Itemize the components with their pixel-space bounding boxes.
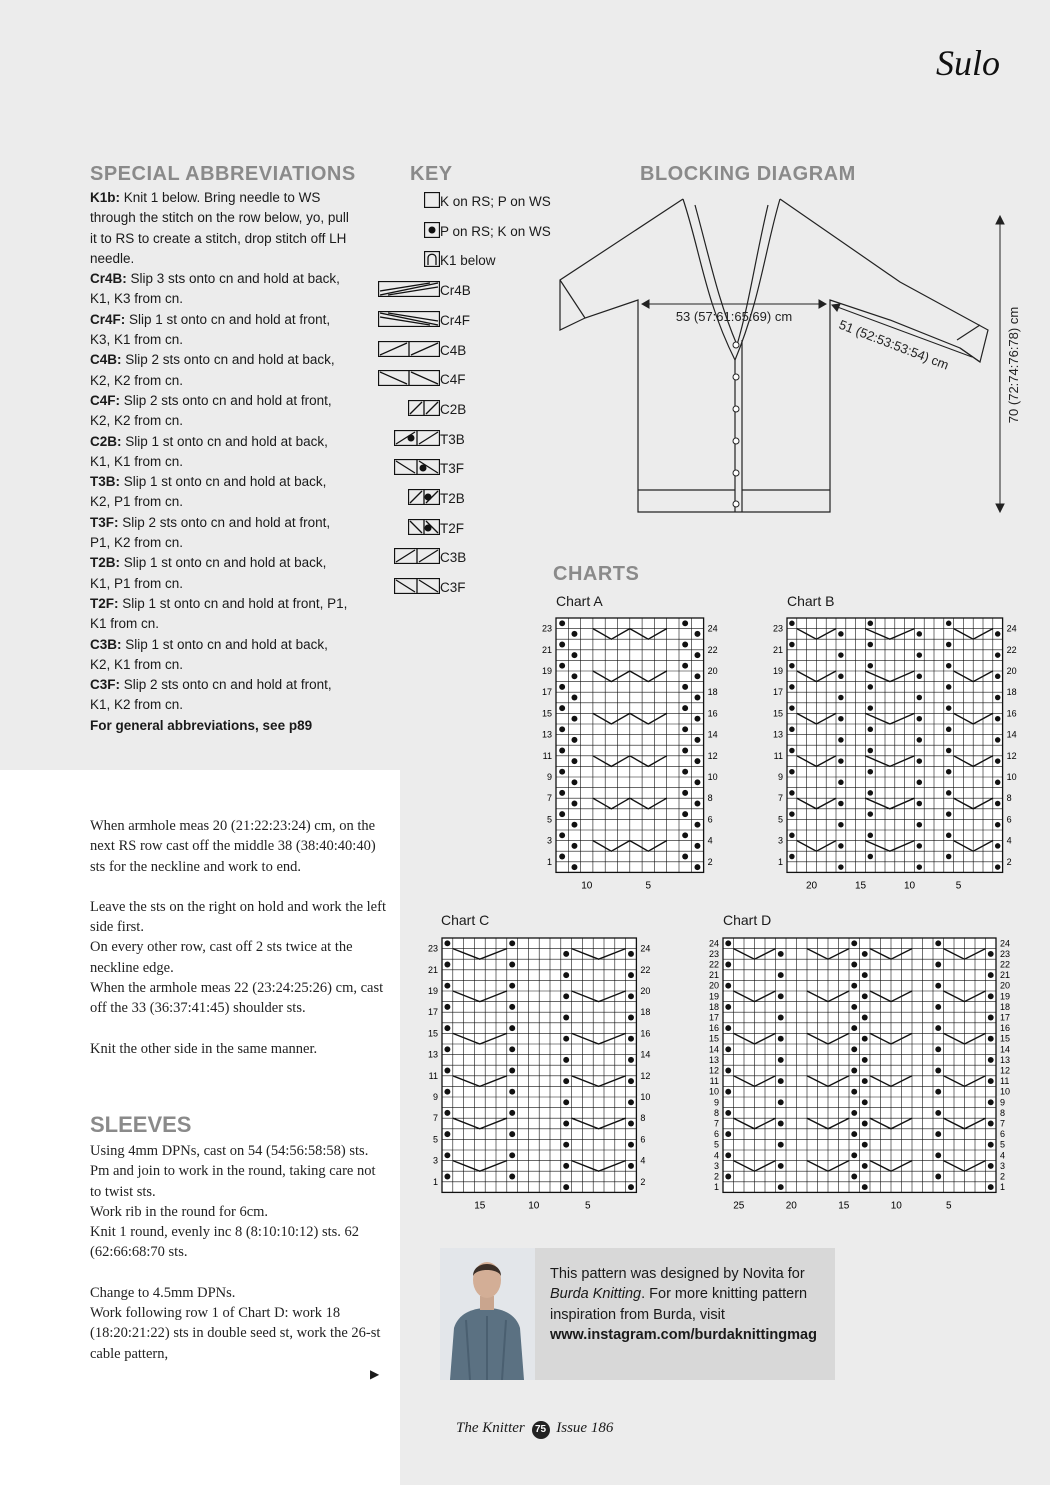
key-item [360, 398, 580, 422]
row-number-label: 2 [707, 856, 713, 867]
row-number-label: 13 [541, 729, 552, 740]
key-item [360, 576, 580, 600]
abbreviation-term: C4B: [90, 352, 122, 368]
row-number-label: 22 [707, 644, 718, 655]
stitch-number-label: 15 [838, 1200, 850, 1212]
row-number-label: 7 [546, 793, 552, 804]
row-number-label: 24 [640, 943, 651, 954]
row-number-label: 17 [427, 1007, 438, 1018]
footer-magazine: The Knitter [456, 1420, 525, 1436]
row-number-label: 10 [640, 1092, 651, 1102]
key-item [360, 546, 580, 570]
row-number-label: 14 [707, 729, 718, 740]
row-number-label: 6 [707, 814, 713, 825]
abbreviation-item: Cr4B: Slip 3 sts onto cn and hold at back, K1, K3 from cn. [90, 271, 340, 307]
row-number-label: 22 [1006, 644, 1017, 655]
sleeves-heading: SLEEVES [90, 1112, 192, 1137]
body-paragraph-3: Knit the other side in the same manner. [90, 1040, 318, 1057]
key-label: T3F [440, 461, 465, 477]
model-photo [440, 1248, 535, 1380]
row-number-label: 2 [713, 1171, 719, 1182]
row-number-label: 20 [640, 986, 651, 996]
c2b-icon [408, 400, 440, 421]
body-paragraph-2a: Leave the sts on the right on hold and work the left side first. [90, 898, 386, 936]
abbreviation-term: K1b: [90, 190, 120, 205]
row-number-label: 13 [708, 1054, 719, 1065]
c3f-icon [394, 578, 440, 599]
stitch-number-label: 5 [585, 1200, 591, 1212]
sleeves-line-2: Pm and join to work in the round, taking care not to twist sts. [90, 1163, 376, 1200]
sleeves-text [90, 1141, 390, 1364]
sleeves-line-5: Change to 4.5mm DPNs. [90, 1284, 236, 1301]
row-number-label: 1 [1000, 1182, 1006, 1193]
row-number-label: 16 [708, 1023, 719, 1034]
row-number-label: 15 [541, 708, 552, 719]
abbreviation-term: C2B: [90, 433, 122, 449]
row-number-label: 13 [427, 1049, 438, 1060]
key-item [360, 517, 580, 541]
row-number-label: 18 [707, 687, 718, 698]
row-number-label: 20 [1006, 666, 1017, 676]
credit-line-1: This pattern was designed by Novita for [550, 1266, 805, 1282]
stitch-number-label: 15 [854, 880, 867, 892]
k1-below-icon [424, 251, 440, 272]
abbreviation-item: C3B: Slip 1 st onto cn and hold at back, K2, K1 from cn. [90, 636, 328, 672]
page-number: 75 [532, 1421, 550, 1439]
row-number-label: 23 [427, 943, 438, 954]
row-number-label: 8 [1000, 1107, 1006, 1118]
row-number-label: 9 [713, 1097, 719, 1108]
row-number-label: 18 [708, 1001, 719, 1012]
body-paragraph-1: When armhole meas 20 (21:22:23:24) cm, on the next RS row cast off the middle 38 (38:40:40:40) sts for the neckline and work to end. [90, 818, 376, 875]
row-number-label: 3 [777, 835, 783, 846]
row-number-label: 6 [640, 1134, 646, 1145]
stitch-number-label: 5 [945, 1200, 952, 1212]
key-label: C4F [440, 372, 466, 388]
chart-c [420, 930, 660, 1215]
c3b-icon [394, 548, 440, 569]
row-number-label: 5 [1000, 1139, 1006, 1150]
row-number-label: 12 [640, 1070, 651, 1081]
row-number-label: 19 [427, 986, 438, 996]
row-number-label: 15 [1000, 1033, 1011, 1044]
row-number-label: 8 [1006, 793, 1012, 804]
row-number-label: 15 [772, 708, 783, 719]
row-number-label: 4 [707, 835, 713, 846]
abbreviation-item: C3F: Slip 2 sts onto cn and hold at front, K1, K2 from cn. [90, 677, 332, 713]
key-label: T2B [440, 491, 465, 506]
sleeves-line-4: Knit 1 round, evenly inc 8 (8:10:10:12) sts. 62 (62:66:68:70 sts. [90, 1224, 360, 1261]
key-label: Cr4F [440, 312, 470, 328]
abbreviation-item: T2F: Slip 1 st onto cn and hold at front, P1, K1 from cn. [90, 595, 348, 632]
row-number-label: 3 [713, 1160, 719, 1171]
key-item [360, 220, 580, 244]
row-number-label: 24 [1000, 938, 1011, 949]
row-number-label: 11 [709, 1076, 719, 1087]
row-number-label: 8 [713, 1107, 719, 1118]
charts-heading: CHARTS [553, 563, 640, 585]
row-number-label: 24 [708, 938, 719, 949]
row-number-label: 18 [1000, 1001, 1011, 1012]
row-number-label: 11 [428, 1070, 438, 1081]
row-number-label: 22 [640, 964, 651, 975]
row-number-label: 9 [777, 772, 783, 782]
row-number-label: 12 [708, 1065, 719, 1076]
body-text [90, 816, 390, 1079]
row-number-label: 6 [1000, 1129, 1006, 1140]
key-label: C3B [440, 550, 467, 566]
row-number-label: 9 [432, 1092, 438, 1102]
body-paragraph-2b: On every other row, cast off 2 sts twice at the neckline edge. [90, 939, 353, 976]
key-label: T2F [440, 520, 465, 536]
row-number-label: 16 [1000, 1023, 1011, 1034]
chart-b-label: Chart B [787, 593, 835, 609]
row-number-label: 21 [708, 970, 719, 981]
t2f-icon [408, 519, 440, 540]
row-number-label: 17 [708, 1012, 719, 1023]
stitch-number-label: 10 [528, 1200, 540, 1212]
row-number-label: 2 [1006, 856, 1012, 867]
stitch-number-label: 20 [785, 1200, 797, 1212]
row-number-label: 5 [777, 814, 783, 825]
row-number-label: 20 [1000, 980, 1011, 991]
row-number-label: 4 [640, 1155, 646, 1166]
row-number-label: 14 [640, 1049, 651, 1060]
row-number-label: 23 [708, 948, 719, 959]
row-number-label: 17 [772, 687, 783, 698]
body-paragraph-2c: When the armhole meas 22 (23:24:25:26) cm, cast off the 33 (36:37:41:45) shoulder sts. [90, 980, 384, 1017]
row-number-label: 1 [713, 1182, 719, 1193]
row-number-label: 4 [1000, 1150, 1006, 1161]
row-number-label: 21 [1000, 970, 1011, 981]
row-number-label: 8 [707, 793, 713, 804]
key-item [360, 487, 580, 511]
row-number-label: 7 [1000, 1118, 1006, 1129]
abbreviation-term: T2F: [90, 595, 119, 611]
row-number-label: 14 [1006, 729, 1017, 740]
row-number-label: 21 [427, 964, 438, 975]
row-number-label: 3 [546, 835, 552, 846]
abbreviation-term: T3B: [90, 474, 120, 490]
key-item [360, 309, 580, 333]
chart-c-label: Chart C [441, 912, 490, 928]
key-label: Cr4B [440, 283, 471, 299]
footer-issue: Issue 186 [556, 1420, 614, 1436]
row-number-label: 17 [541, 687, 552, 698]
key-item [360, 428, 580, 452]
abbreviation-term: C4F: [90, 392, 120, 408]
row-number-label: 6 [1006, 814, 1012, 825]
row-number-label: 19 [1000, 991, 1011, 1002]
stitch-number-label: 10 [903, 880, 916, 892]
row-number-label: 9 [1000, 1097, 1006, 1108]
row-number-label: 5 [546, 814, 552, 825]
abbreviation-item: T2B: Slip 1 st onto cn and hold at back, K1, P1 from cn. [90, 555, 327, 591]
chart-d-label: Chart D [723, 912, 772, 928]
t3f-icon [394, 459, 440, 480]
stitch-number-label: 25 [733, 1200, 745, 1212]
row-number-label: 21 [541, 644, 552, 655]
row-number-label: 7 [713, 1118, 719, 1129]
row-number-label: 24 [707, 623, 718, 634]
row-number-label: 7 [432, 1113, 438, 1124]
stitch-number-label: 10 [890, 1200, 902, 1212]
row-number-label: 5 [432, 1134, 438, 1145]
key-item [360, 249, 580, 273]
row-number-label: 15 [427, 1028, 438, 1039]
row-number-label: 21 [772, 644, 783, 655]
abbreviations-list [90, 188, 350, 736]
key-item [360, 457, 580, 481]
row-number-label: 5 [713, 1139, 719, 1150]
row-number-label: 4 [713, 1150, 719, 1161]
blocking-diagram [555, 190, 1035, 530]
instagram-link[interactable]: www.instagram.com/burdaknittingmag [550, 1326, 817, 1343]
page-title: Sulo [935, 43, 1000, 83]
row-number-label: 20 [708, 980, 719, 991]
stitch-number-label: 15 [474, 1200, 486, 1212]
stitch-number-label: 5 [955, 880, 962, 892]
row-number-label: 10 [1000, 1086, 1011, 1097]
continue-arrow-icon: ▶ [370, 1367, 380, 1381]
row-number-label: 22 [708, 959, 719, 970]
dot-square-icon [424, 222, 440, 243]
abbreviation-item: C2B: Slip 1 st onto cn and hold at back, K1, K1 from cn. [90, 433, 328, 469]
t2b-icon [408, 489, 440, 510]
row-number-label: 18 [1006, 687, 1017, 698]
row-number-label: 23 [1000, 948, 1011, 959]
row-number-label: 19 [708, 991, 719, 1002]
chart-b [765, 610, 1025, 895]
key-item [360, 368, 580, 392]
row-number-label: 19 [541, 666, 552, 676]
cr4f-icon [378, 311, 440, 332]
key-item [360, 339, 580, 363]
row-number-label: 7 [777, 793, 783, 804]
empty-square-icon [424, 192, 440, 213]
row-number-label: 11 [542, 750, 552, 761]
abbreviation-item: Cr4F: Slip 1 st onto cn and hold at front, K3, K1 from cn. [90, 311, 331, 348]
row-number-label: 8 [640, 1113, 646, 1124]
row-number-label: 12 [707, 750, 718, 761]
abbreviation-term: T2B: [90, 555, 120, 571]
key-item [360, 279, 580, 303]
key-label: K1 below [440, 253, 496, 269]
abbreviations-footer: For general abbreviations, see p89 [90, 717, 313, 733]
abbreviation-term: C3F: [90, 677, 120, 693]
row-number-label: 18 [640, 1007, 651, 1018]
row-number-label: 22 [1000, 959, 1011, 970]
width-measure: 53 (57:61:65:69) cm [675, 309, 793, 324]
stitch-number-label: 20 [805, 880, 818, 892]
chart-a [530, 610, 730, 895]
credit-magazine: Burda Knitting [550, 1286, 642, 1303]
t3b-icon [394, 430, 440, 451]
row-number-label: 14 [708, 1044, 719, 1055]
row-number-label: 1 [432, 1176, 438, 1187]
row-number-label: 16 [707, 708, 718, 719]
row-number-label: 3 [1000, 1160, 1006, 1171]
row-number-label: 2 [640, 1176, 646, 1187]
key-label: C2B [440, 401, 467, 417]
row-number-label: 6 [713, 1129, 719, 1140]
credit-line-2: . For more knitting pattern inspiration from Burda, visit [550, 1286, 808, 1323]
chart-d [695, 930, 1035, 1215]
row-number-label: 20 [707, 666, 718, 676]
key-heading: KEY [410, 163, 453, 185]
abbreviation-term: Cr4B: [90, 271, 127, 287]
abbreviation-item: K1b: Knit 1 below. Bring needle to WS through the stitch on the row below, yo, pull it to RS to create a stitch, drop stitch off LH needle. [90, 190, 349, 266]
row-number-label: 15 [708, 1033, 719, 1044]
row-number-label: 13 [1000, 1054, 1011, 1065]
row-number-label: 11 [1000, 1076, 1010, 1087]
row-number-label: 16 [1006, 708, 1017, 719]
page-footer [456, 1420, 613, 1439]
row-number-label: 23 [541, 623, 552, 634]
credit-box [440, 1248, 835, 1380]
cr4b-icon [378, 281, 440, 302]
row-number-label: 10 [707, 772, 718, 782]
row-number-label: 3 [432, 1155, 438, 1166]
row-number-label: 12 [1006, 750, 1017, 761]
row-number-label: 1 [546, 856, 552, 867]
row-number-label: 14 [1000, 1044, 1011, 1055]
key-label: C4B [440, 342, 467, 358]
row-number-label: 19 [772, 666, 783, 676]
key-label: C3F [440, 580, 466, 596]
abbreviation-item: T3B: Slip 1 st onto cn and hold at back, K2, P1 from cn. [90, 474, 327, 510]
sleeves-line-1: Using 4mm DPNs, cast on 54 (54:56:58:58) sts. [90, 1143, 369, 1159]
blocking-heading: BLOCKING DIAGRAM [640, 163, 856, 185]
key-label: T3B [440, 431, 465, 447]
abbreviation-term: C3B: [90, 636, 122, 652]
sleeve-measure: 51 (52:53:53:54) cm [836, 316, 951, 373]
c4f-icon [378, 370, 440, 391]
length-measure: 70 (72:74:76:78) cm [1006, 306, 1021, 424]
row-number-label: 1 [777, 856, 783, 867]
key-label: K on RS; P on WS [440, 194, 551, 209]
stitch-number-label: 10 [581, 880, 593, 892]
row-number-label: 10 [708, 1086, 719, 1097]
sleeves-line-3: Work rib in the round for 6cm. [90, 1203, 269, 1220]
abbreviation-term: Cr4F: [90, 311, 126, 327]
abbreviation-term: T3F: [90, 514, 119, 530]
row-number-label: 13 [772, 729, 783, 740]
row-number-label: 23 [772, 623, 783, 634]
abbreviation-item: C4B: Slip 2 sts onto cn and hold at back, K2, K2 from cn. [90, 352, 335, 388]
stitch-number-label: 5 [645, 880, 652, 892]
chart-a-label: Chart A [556, 593, 603, 609]
row-number-label: 11 [773, 750, 783, 761]
key-label: P on RS; K on WS [440, 223, 551, 239]
row-number-label: 9 [546, 772, 552, 782]
abbreviations-heading: SPECIAL ABBREVIATIONS [90, 163, 356, 185]
row-number-label: 12 [1000, 1065, 1011, 1076]
row-number-label: 4 [1006, 835, 1012, 846]
row-number-label: 16 [640, 1028, 651, 1039]
row-number-label: 2 [1000, 1171, 1006, 1182]
row-number-label: 24 [1006, 623, 1017, 634]
abbreviation-item: T3F: Slip 2 sts onto cn and hold at front, P1, K2 from cn. [90, 514, 331, 551]
abbreviation-item: C4F: Slip 2 sts onto cn and hold at front, K2, K2 from cn. [90, 392, 332, 429]
credit-text [550, 1264, 820, 1345]
key-item [360, 190, 580, 214]
sleeves-line-6: Work following row 1 of Chart D: work 18 (18:20:21:22) sts in double seed st, work the 26-st cable pattern, [90, 1305, 381, 1362]
row-number-label: 10 [1006, 772, 1017, 782]
row-number-label: 17 [1000, 1012, 1011, 1023]
c4b-icon [378, 341, 440, 362]
